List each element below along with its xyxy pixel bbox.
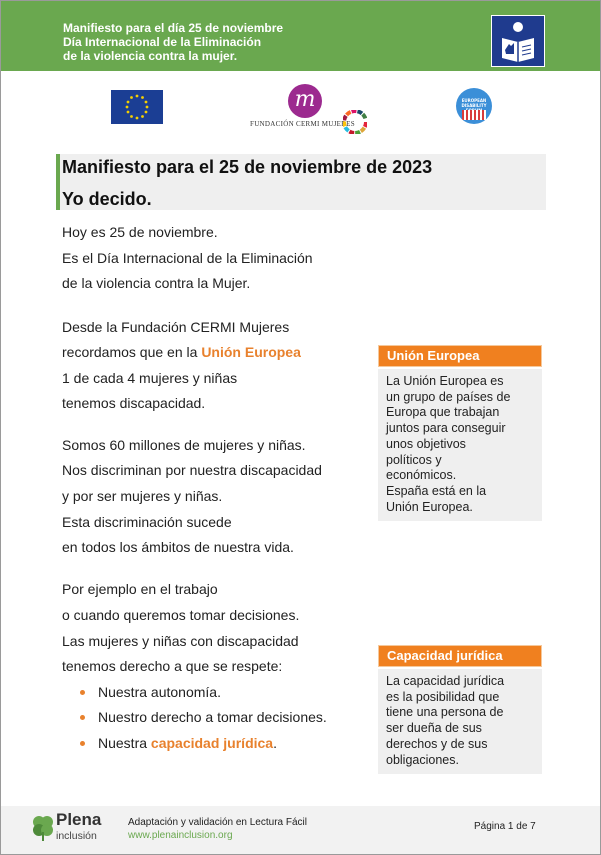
paragraph-4-line: tenemos derecho a que se respete: [62, 658, 283, 674]
paragraph-1-line: de la violencia contra la Mujer. [62, 275, 251, 291]
page-number: Página 1 de 7 [474, 821, 536, 832]
definition-line: obligaciones. [386, 752, 459, 767]
glossary-definition-union-europea [378, 369, 542, 521]
paragraph-1-line: Es el Día Internacional de la Eliminación [62, 250, 313, 266]
definition-line: Unión Europea. [386, 499, 473, 514]
plena-inclusion-logo-icon [32, 814, 54, 842]
header-line-3: de la violencia contra la mujer. [63, 49, 238, 63]
paragraph-4-line: Las mujeres y niñas con discapacidad [62, 633, 299, 649]
definition-line: ser dueña de sus [386, 721, 482, 736]
definition-line: un grupo de países de [386, 389, 511, 404]
paragraph-2-line: 1 de cada 4 mujeres y niñas [62, 370, 238, 386]
bullet-text-end: . [273, 735, 277, 751]
paragraph-1-line: Hoy es 25 de noviembre. [62, 224, 218, 240]
cermi-name: FUNDACIÓN CERMI MUJERES [250, 120, 355, 128]
paragraph-2-line: Desde la Fundación CERMI Mujeres [62, 319, 290, 335]
cermi-mark: m [288, 84, 322, 118]
document-subtitle: Yo decido. [62, 189, 152, 209]
paragraph-3-line: Somos 60 millones de mujeres y niñas. [62, 437, 306, 453]
definition-line: unos objetivos [386, 436, 466, 451]
bullet-dot [80, 741, 85, 746]
paragraph-4-line: o cuando queremos tomar decisiones. [62, 607, 300, 623]
definition-line: tiene una persona de [386, 705, 504, 720]
sdg-wheel-logo [343, 110, 367, 134]
bullet-item [98, 735, 277, 751]
definition-line: La Unión Europea es [386, 374, 504, 388]
definition-line: políticos y [386, 452, 442, 467]
eu-flag-logo [111, 90, 163, 124]
definition-line: derechos y de sus [386, 736, 488, 751]
header-line-2: Día Internacional de la Eliminación [63, 35, 262, 49]
definition-line: juntos para conseguir [386, 421, 506, 436]
header-title [63, 21, 283, 63]
cermi-mujeres-logo [250, 84, 370, 134]
bullet-dot [80, 715, 85, 720]
paragraph-3-line: Esta discriminación sucede [62, 514, 232, 530]
bullet-text: Nuestra [98, 735, 151, 751]
bullet-item: Nuestro derecho a tomar decisiones. [98, 709, 327, 725]
paragraph-3-line: Nos discriminan por nuestra discapacidad [62, 462, 322, 478]
website-link[interactable]: www.plenainclusion.org [128, 830, 233, 841]
paragraph-2-line: tenemos discapacidad. [62, 395, 206, 411]
validation-text: Adaptación y validación en Lectura Fácil [128, 817, 307, 828]
paragraph-3-line: y por ser mujeres y niñas. [62, 488, 223, 504]
header-banner [1, 1, 600, 71]
definition-line: Europa que trabajan [386, 405, 500, 420]
document-title: Manifiesto para el 25 de noviembre de 2023 [62, 157, 433, 177]
paragraph-4-line: Por ejemplo en el trabajo [62, 581, 218, 597]
capacidad-juridica-term: capacidad jurídica [150, 735, 274, 751]
glossary-title-union-europea: Unión Europea [378, 345, 542, 367]
bullet-dot [80, 690, 85, 695]
paragraph-3-line: en todos los ámbitos de nuestra vida. [62, 539, 294, 555]
definition-line: económicos. [386, 468, 457, 483]
paragraph-2-line [62, 344, 301, 360]
definition-line: La capacidad jurídica [386, 674, 505, 688]
definition-line: es la posibilidad que [386, 689, 500, 704]
edf-logo [456, 88, 492, 124]
definition-line: España está en la [386, 483, 487, 498]
paragraph-2-text: recordamos que en la [62, 344, 202, 360]
union-europea-term: Unión Europea [201, 344, 301, 360]
glossary-definition-capacidad-juridica [378, 669, 542, 774]
easy-read-icon [491, 15, 545, 67]
plena-brand-sub: inclusión [56, 830, 97, 842]
edf-name: EUROPEAN DISABILITY [461, 98, 487, 108]
bullet-item: Nuestra autonomía. [98, 684, 221, 700]
plena-brand: Plena [56, 810, 102, 829]
header-line-1: Manifiesto para el día 25 de noviembre [63, 21, 284, 35]
glossary-title-capacidad-juridica: Capacidad jurídica [378, 645, 542, 667]
edf-stripes [462, 110, 486, 120]
logos-row [0, 80, 601, 140]
